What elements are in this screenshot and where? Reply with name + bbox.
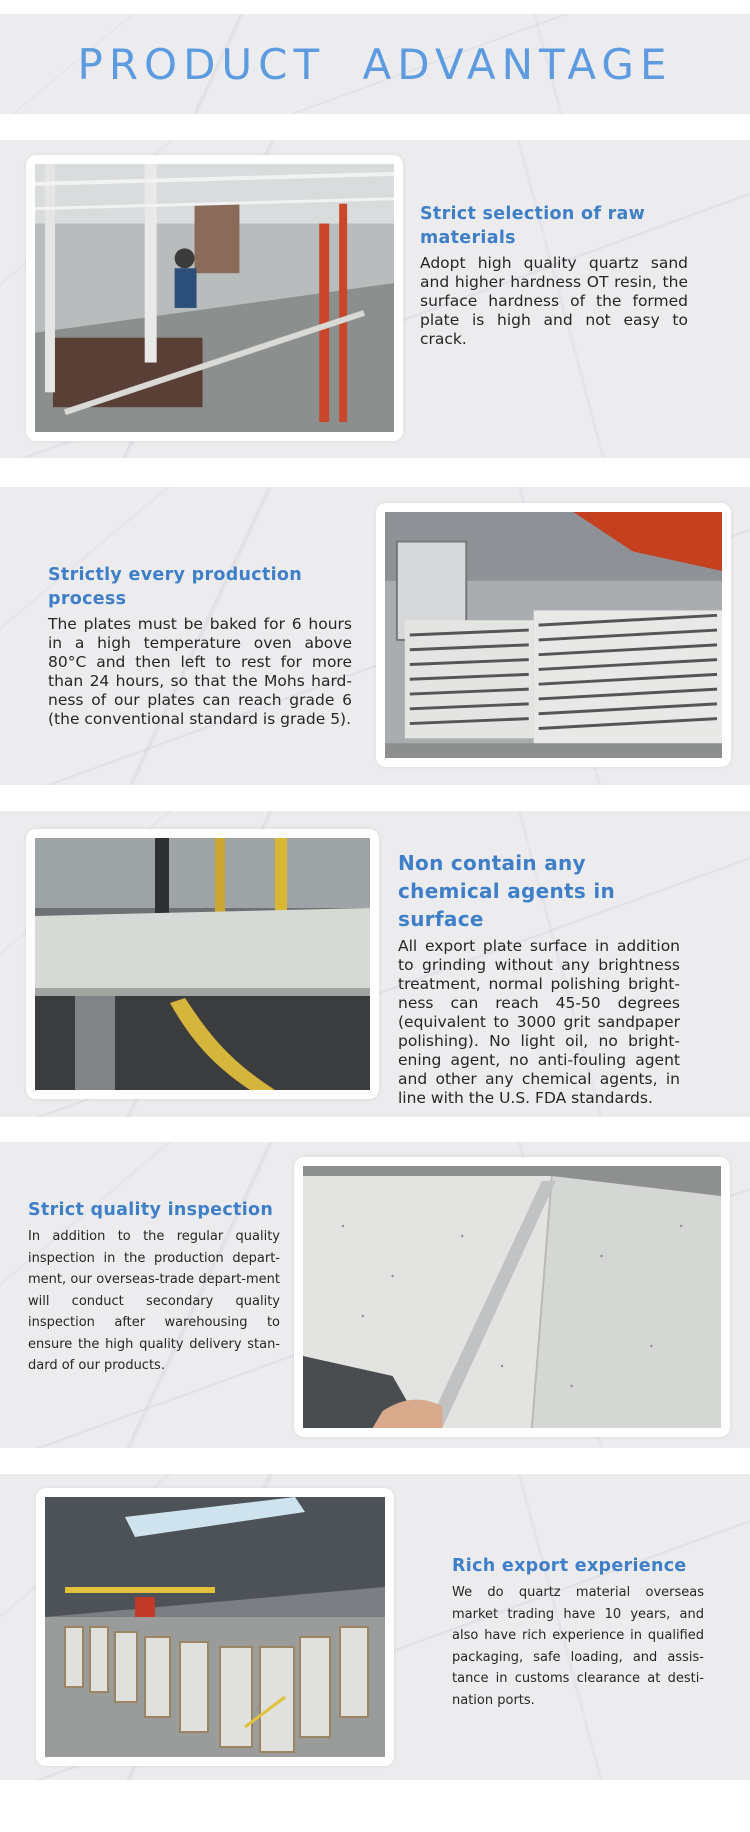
section-3-body: All export plate surface in addition to grinding without any brightness treatment, normal polishing bright-ness can reach 45-50 degrees (equivalent to 3000 grit sandpaper polishing). No light oil, no bright-ening agent, no anti-fouling agent and other any chemical agents, in line with the U.S. FDA standards. xyxy=(398,937,680,1107)
factory-production-line-photo xyxy=(26,155,403,441)
section-5-text xyxy=(452,1554,704,1711)
section-quality-inspection xyxy=(0,1142,750,1448)
section-4-heading: Strict quality inspection xyxy=(28,1200,274,1220)
section-1-text xyxy=(420,202,688,349)
section-production-process xyxy=(0,487,750,785)
warehouse-packed-slabs-photo xyxy=(36,1488,394,1766)
section-5-body: We do quartz material overseas market trading have 10 years, and also have rich experience in qualified packaging, safe loading, and assis-tance in customs clearance at desti-nation ports. xyxy=(452,1585,704,1708)
section-2-heading: Strictly every production process xyxy=(48,565,302,609)
section-4-body: In addition to the regular quality inspection in the production depart-ment, our overseas-trade depart-ment will conduct secondary quality inspection after warehousing to ensure the high quality delivery stan-dard of our products. xyxy=(28,1229,280,1373)
section-raw-materials xyxy=(0,140,750,458)
section-3-heading: Non contain any chemical agents in surface xyxy=(398,851,616,931)
curing-oven-racks-photo xyxy=(376,503,731,767)
section-1-heading: Strict selection of raw materials xyxy=(420,204,646,248)
page-title: PRODUCT ADVANTAGE xyxy=(77,39,673,89)
section-2-text xyxy=(48,563,352,729)
polished-slab-photo xyxy=(26,829,379,1099)
section-3-text xyxy=(398,849,680,1108)
section-5-heading: Rich export experience xyxy=(452,1556,687,1576)
section-chemical-agents xyxy=(0,811,750,1117)
header-banner xyxy=(0,14,750,114)
section-export-experience xyxy=(0,1474,750,1780)
section-2-body: The plates must be baked for 6 hours in a high temperature oven above 80°C and then left to rest for more than 24 hours, so that the Mohs hard-ness of our plates can reach grade 6 (the conventional standard is grade 5). xyxy=(48,615,352,728)
slab-measuring-tape-photo xyxy=(294,1157,730,1437)
section-4-text xyxy=(28,1198,280,1377)
section-1-body: Adopt high quality quartz sand and higher hardness OT resin, the surface hardness of the formed plate is high and not easy to crack. xyxy=(420,254,688,348)
